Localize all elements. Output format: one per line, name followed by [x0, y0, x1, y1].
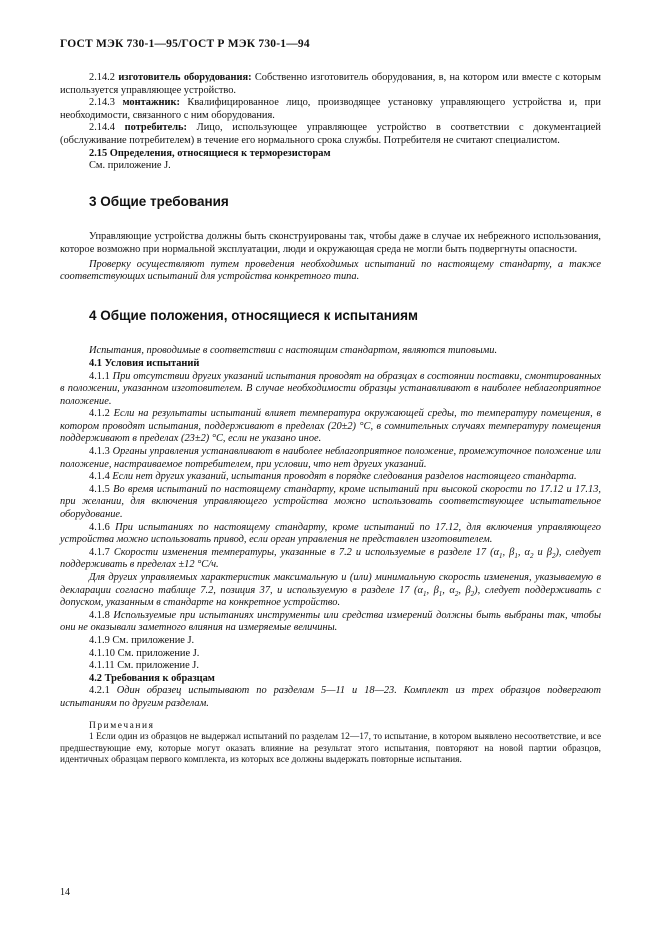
- clause-4-1-8: 4.1.8 Используемые при испытаниях инструменты или средства измерений должны быть выбраны так, чтобы они не оказывали заметного влияния на измеряемые величины.: [60, 609, 601, 634]
- section-4-heading: 4 Общие положения, относящиеся к испытаниям: [89, 307, 419, 323]
- page-number: 14: [60, 887, 70, 898]
- clause-2-15-title: 2.15 Определения, относящиеся к терморезисторам: [89, 147, 331, 159]
- clause-4-1-7: 4.1.7 Скорости изменения температуры, указанные в 7.2 и используемые в разделе 17 ($\alpha_1$, $\beta_1$, $\alpha_2$ и $\beta_2$), следует поддерживать в пределах ±12 °С/ч.: [60, 546, 602, 571]
- notes-block: [60, 721, 601, 767]
- section-4-intro: Испытания, проводимые в соответствии с настоящим стандартом, являются типовыми.: [89, 345, 498, 357]
- clause-4-1-7-continued: Для других управляемых характеристик максимальную и (или) минимальную скорость изменения, указываемую в декларации согласно таблице 7.2, позиция 37, и используемую в разделе 17 ($\alpha_1$, $\beta_1$, $\alpha_2$, $\beta_2$), следует поддерживать с допуском, указанным в стандарте на конкретное устройство.: [60, 572, 601, 609]
- clause-4-2-1: 4.2.1 Один образец испытывают по разделам 5—11 и 18—23. Комплект из трех образцов подвергают испытаниям по другим разделам.: [60, 685, 601, 709]
- page-content: [60, 72, 601, 767]
- clause-2-14-3: 2.14.3 монтажник: Квалифицированное лицо, производящее установку управляющего устройства и, при необходимости, связанного с ним оборудования.: [60, 97, 601, 121]
- clause-4-1-10: 4.1.10 См. приложение J.: [89, 647, 200, 659]
- section-3-heading: 3 Общие требования: [89, 193, 229, 209]
- section-3-paragraph: Управляющие устройства должны быть сконструированы так, чтобы даже в случае их небрежного использования, которое возможно при нормальной эксплуатации, люди и окружающая среда не могли быть подвергнуты опасности.: [60, 231, 601, 255]
- notes-title: Примечания: [89, 720, 155, 731]
- clause-2-14-2: 2.14.2 изготовитель оборудования: Собственно изготовитель оборудования, в, на котором или вместе с которым используется управляющее устройство.: [60, 72, 601, 96]
- note-1: 1 Если один из образцов не выдержал испытаний по разделам 12—17, то испытание, в котором выявлено несоответствие, и все предшествующие ему, которые могут оказать влияние на результат этого испытания, повторяют на новой партии образцов, идентичных образцам первого комплекта, из которых все должны выдержать повторные испытания.: [60, 732, 601, 766]
- section-3-check: Проверку осуществляют путем проведения необходимых испытаний по настоящему стандарту, а также соответствующих испытаний для устройства конкретного типа.: [60, 258, 601, 283]
- clause-2-14-4: 2.14.4 потребитель: Лицо, использующее управляющее устройство в соответствии с документацией (обслуживание потребителем) в течение его нормального срока службы. Потребителя не считают специалистом.: [60, 122, 601, 146]
- clause-4-1-3: 4.1.3 Органы управления устанавливают в наиболее неблагоприятное положение, промежуточное положение или положение, настраиваемое потребителем, при условии, что нет других указаний.: [60, 446, 601, 470]
- clause-4-1-5: 4.1.5 Во время испытаний по настоящему стандарту, кроме испытаний при высокой скорости по 17.12 и 17.13, при желании, для включения управляющего устройства можно использовать соответствующее испытательное оборудование.: [60, 483, 601, 521]
- clause-2-15-text: См. приложение J.: [89, 160, 171, 172]
- clause-4-1-4: 4.1.4 Если нет других указаний, испытания проводят в порядке следования разделов настоящего стандарта.: [89, 471, 577, 483]
- clause-4-1-title: 4.1 Условия испытаний: [89, 357, 200, 369]
- clause-4-2-title: 4.2 Требования к образцам: [89, 672, 215, 684]
- clause-4-1-2: 4.1.2 Если на результаты испытаний влияет температура окружающей среды, то температуру помещения, в котором проводят испытания, поддерживают в пределах (20±2) °С, в сомнительных случаях температуру помещения поддерживают в пределах (23±2) °С, если не указано иное.: [60, 408, 602, 445]
- clause-4-1-11: 4.1.11 См. приложение J.: [89, 660, 199, 672]
- clause-4-1-9: 4.1.9 См. приложение J.: [89, 634, 195, 646]
- clause-4-1-1: 4.1.1 При отсутствии других указаний испытания проводят на образцах в состоянии поставки, смонтированных в положении, указанном изготовителем. В случае необходимости образцы устанавливают в наиболее неблагоприятное положение.: [60, 370, 601, 407]
- running-header: ГОСТ МЭК 730-1—95/ГОСТ Р МЭК 730-1—94: [60, 38, 310, 50]
- clause-4-1-6: 4.1.6 При испытаниях по настоящему стандарту, кроме испытаний по 17.12, для включения управляющего устройства можно использовать привод, если орган управления не представлен изготовителем.: [60, 521, 601, 546]
